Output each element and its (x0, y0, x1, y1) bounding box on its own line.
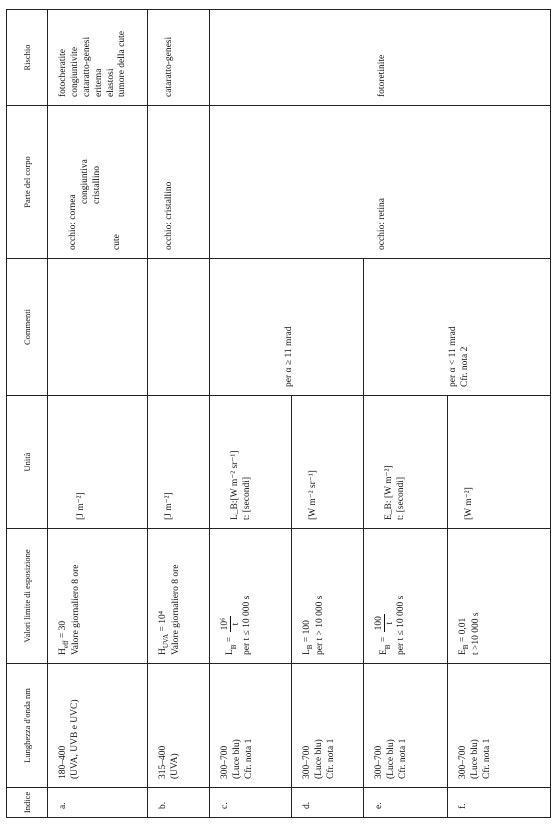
body-part-a: occhio: cornea congiuntiva cristallino cute (48, 106, 148, 259)
index-e: e. (364, 788, 448, 818)
body-part-cdef: occhio: retina (210, 106, 551, 259)
wavelength-a: 180–400 (UVA, UVB e UVC) (48, 664, 148, 788)
risk-b: cataratto-genesi (148, 10, 210, 106)
header-index: Indice (7, 788, 48, 818)
header-units: Unità (7, 396, 48, 529)
index-f: f. (448, 788, 551, 818)
limit-e: $E_B$ = 100 t per t ≤ 10 000 s (364, 529, 448, 664)
risk-cdef: fotoretinite (210, 10, 551, 106)
comment-a (48, 259, 148, 396)
index-a: a. (48, 788, 148, 818)
exposure-limits-table (6, 9, 551, 818)
table-row-b (148, 10, 210, 818)
body-part-b: occhio: cristallino (148, 106, 210, 259)
unit-a: [J m⁻²] (48, 396, 148, 529)
table-row-a (48, 10, 148, 818)
limit-d: $L_B = 100$ per t > 10 000 s (292, 529, 364, 664)
comment-c: per α ≥ 11 mrad (210, 259, 364, 396)
index-d: d. (292, 788, 364, 818)
limit-a: $H_{eff} = 30$ Valore giornaliero 8 ore (48, 529, 148, 664)
unit-d: [W m⁻² sr⁻¹] (292, 396, 364, 529)
unit-b: [J m⁻²] (148, 396, 210, 529)
header-limits: Valori limite di esposizione (7, 529, 48, 664)
header-body-part: Parte del corpo (7, 106, 48, 259)
wavelength-c: 300–700 (Luce blu) Cfr. nota 1 (210, 664, 292, 788)
wavelength-e: 300–700 (Luce blu) Cfr. nota 1 (364, 664, 448, 788)
unit-e: E_B: [W m⁻²] t: [secondi] (364, 396, 448, 529)
comment-b (148, 259, 210, 396)
index-b: b. (148, 788, 210, 818)
table-row-c (210, 10, 292, 818)
header-row (7, 10, 48, 818)
unit-c: L_B:[W m⁻² sr⁻¹] t: [secondi] (210, 396, 292, 529)
limit-f: $E_B = 0,01$ t >10 000 s (448, 529, 551, 664)
unit-f: [W m⁻²] (448, 396, 551, 529)
header-risk: Rischio (7, 10, 48, 106)
wavelength-b: 315–400 (UVA) (148, 664, 210, 788)
header-comments: Commenti (7, 259, 48, 396)
risk-a: fotocheratite congiuntivite cataratto-genesi eritema elastosi tumore della cute (48, 10, 148, 106)
limit-c: $L_B$ = 10⁶ t per t ≤ 10 000 s (210, 529, 292, 664)
limit-b: $H_{UVA} = 10^4$ Valore giornaliero 8 ore (148, 529, 210, 664)
index-c: c. (210, 788, 292, 818)
comment-e: per α < 11 mrad Cfr. nota 2 (364, 259, 551, 396)
wavelength-d: 300–700 (Luce blu) Cfr. nota 1 (292, 664, 364, 788)
header-wavelength: Lunghezza d'onda nm (7, 664, 48, 788)
wavelength-f: 300–700 (Luce blu) Cfr. nota 1 (448, 664, 551, 788)
